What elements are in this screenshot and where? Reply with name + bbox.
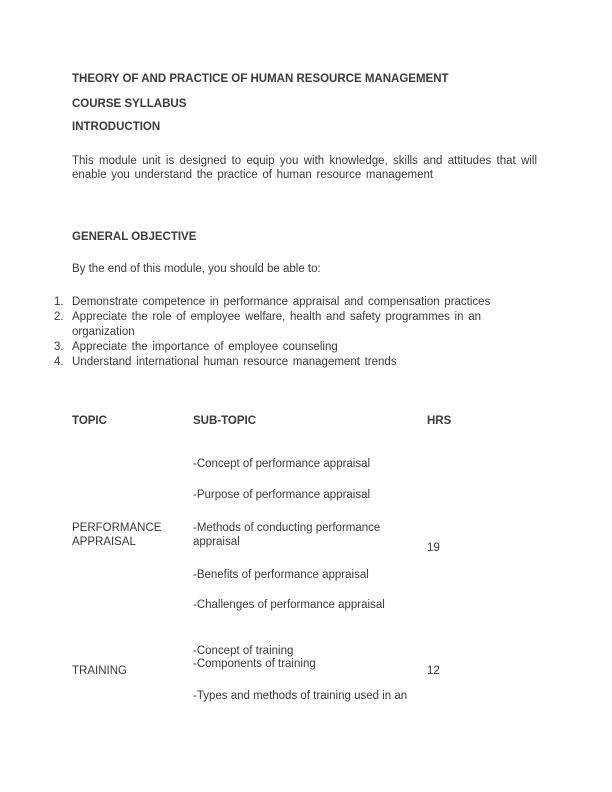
subtopic-line: -Challenges of performance appraisal	[193, 599, 385, 611]
table-header-topic: TOPIC	[72, 415, 107, 427]
objective-item	[54, 310, 542, 340]
table-header-subtopic: SUB-TOPIC	[193, 415, 257, 427]
subtopic-line: -Concept of training	[193, 645, 294, 657]
objective-number: 4.	[54, 356, 64, 368]
objective-text: Understand international human resource management trends	[72, 356, 397, 368]
objective-item	[54, 295, 542, 310]
subtopic-line: -Components of training	[193, 658, 316, 670]
objective-lead-text: By the end of this module, you should be able to:	[72, 263, 321, 275]
objective-text: Demonstrate competence in performance appraisal and compensation practices	[72, 296, 491, 308]
hrs-cell: 12	[427, 665, 440, 677]
course-syllabus-heading: COURSE SYLLABUS	[72, 98, 187, 110]
hrs-cell: 19	[427, 542, 440, 554]
objective-text: Appreciate the importance of employee counseling	[72, 341, 338, 353]
objective-item	[54, 340, 542, 355]
objective-text: Appreciate the role of employee welfare, health and safety programmes in an organization	[72, 311, 481, 338]
document-title: THEORY OF AND PRACTICE OF HUMAN RESOURCE MANAGEMENT	[72, 73, 449, 85]
objectives-list	[54, 295, 542, 370]
introduction-paragraph: This module unit is designed to equip you with knowledge, skills and attitudes that will enable you understand the practice of human resource management	[72, 155, 537, 181]
subtopic-line: -Purpose of performance appraisal	[193, 489, 371, 501]
objective-number: 2.	[54, 311, 64, 323]
objective-item	[54, 355, 542, 370]
topic-cell: TRAINING	[72, 665, 127, 677]
objective-number: 1.	[54, 296, 64, 308]
subtopic-line: -Types and methods of training used in an	[193, 690, 408, 702]
general-objective-heading: GENERAL OBJECTIVE	[72, 231, 197, 243]
subtopic-line: -Concept of performance appraisal	[193, 458, 371, 470]
objective-number: 3.	[54, 341, 64, 353]
topic-cell: PERFORMANCE APPRAISAL	[72, 522, 162, 548]
introduction-heading: INTRODUCTION	[72, 121, 161, 133]
subtopic-line: -Methods of conducting performance appraisal	[193, 522, 381, 548]
table-header-hrs: HRS	[427, 415, 452, 427]
subtopic-line: -Benefits of performance appraisal	[193, 569, 369, 581]
